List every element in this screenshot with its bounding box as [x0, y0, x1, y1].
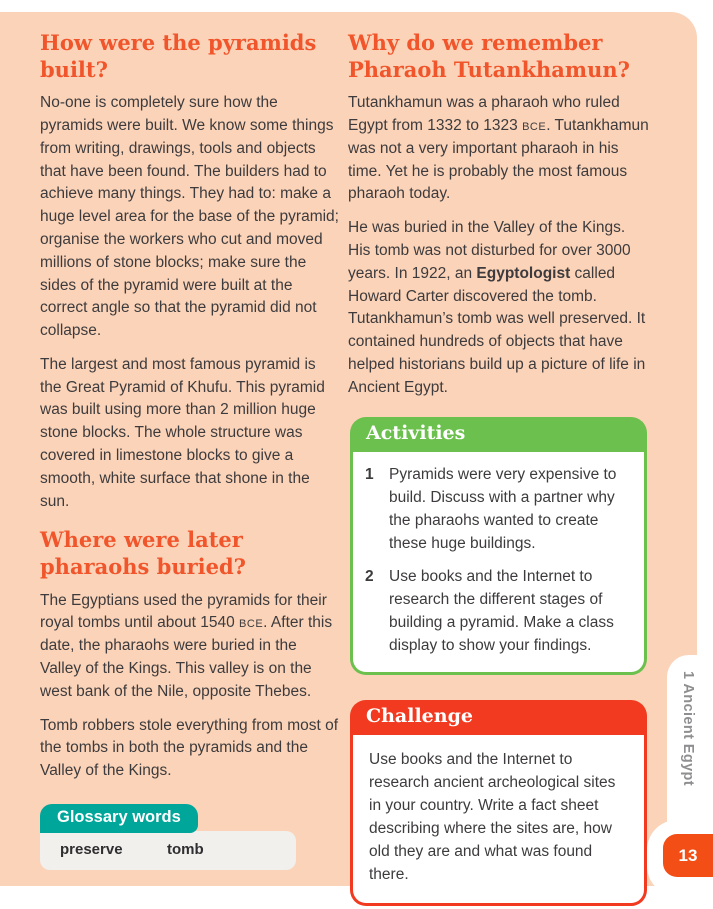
bce-small-caps: BCE: [522, 121, 547, 134]
activity-item-1: [365, 464, 632, 556]
challenge-title: Challenge: [350, 700, 647, 735]
activity-text: Use books and the Internet to research the different stages of building a pyramid. Make a class display to show your findings.: [389, 567, 614, 654]
section-heading-pyramids-built: How were the pyramids built?: [40, 30, 317, 82]
glossary-word-preserve: preserve: [60, 841, 123, 858]
paragraph-pharaohs-buried-1: [40, 590, 339, 704]
text-segment: He was buried in the Valley of the Kings. His tomb was not disturbed for over 3000 years. In 1922, an: [348, 219, 631, 282]
text-segment: . After this date, the pharaohs were buried in the Valley of the Kings. This valley is on the west bank of the Nile, opposite Thebes.: [40, 614, 333, 700]
glossary-term-egyptologist: Egyptologist: [476, 264, 571, 282]
bce-small-caps: BCE: [239, 618, 264, 631]
paragraph-tutankhamun-2: [348, 217, 650, 399]
text-segment: called Howard Carter discovered the tomb. Tutankhamun’s tomb was well preserved. It contained hundreds of objects that have helped historians build up a picture of life in Ancient Egypt.: [348, 264, 646, 396]
glossary-title: Glossary words: [40, 804, 198, 833]
text-segment: . Tutankhamun was not a very important pharaoh in his time. Yet he is probably the most famous pharaoh today.: [348, 117, 649, 203]
section-heading-pharaohs-buried: Where were later pharaohs buried?: [40, 527, 246, 580]
paragraph-tutankhamun-1: [348, 92, 650, 206]
section-heading-tutankhamun: Why do we remember Pharaoh Tutankhamun?: [348, 30, 630, 82]
glossary-box: [40, 804, 296, 870]
activities-body: [350, 452, 647, 675]
glossary-word-list: [40, 831, 296, 870]
challenge-body: Use books and the Internet to research ancient archeological sites in your country. Write a fact sheet describing where the sites are, how old they are and what was found there.: [350, 735, 647, 906]
activity-text: Pyramids were very expensive to build. Discuss with a partner why the pharaohs wanted to create these huge buildings.: [389, 466, 617, 552]
chapter-tab-label: 1 Ancient Egypt: [680, 671, 696, 787]
page-background-panel: [0, 12, 697, 886]
text-segment: Tutankhamun was a pharaoh who ruled Egypt from 1332 to 1323: [348, 94, 620, 135]
activity-number: 1: [365, 466, 374, 483]
activity-item-2: [365, 566, 632, 658]
paragraph-pyramids-built-2: The largest and most famous pyramid is the Great Pyramid of Khufu. This pyramid was built using more than 2 million huge stone blocks. The whole structure was covered in limestone blocks to give a smooth, white surface that shone in the sun.: [40, 355, 325, 510]
left-text-column: [40, 30, 339, 794]
text-segment: The Egyptians used the pyramids for their royal tombs until about 1540: [40, 591, 327, 632]
activities-title: Activities: [350, 417, 647, 452]
glossary-word-tomb: tomb: [167, 841, 204, 858]
paragraph-pharaohs-buried-2: Tomb robbers stole everything from most of the tombs in both the pyramids and the Valley of the Kings.: [40, 716, 339, 780]
activity-number: 2: [365, 567, 374, 585]
page-number-badge: 13: [663, 834, 713, 877]
activities-box: [350, 417, 647, 675]
paragraph-pyramids-built-1: No-one is completely sure how the pyramids were built. We know some things from writing, drawings, tools and objects that have been found. The builders had to achieve many things. They had to: make a huge level area for the base of the pyramid; organise the workers who cut and moved millions of stone blocks; make sure the sides of the pyramid were built at the correct angle so that the pyramid did not collapse.: [40, 94, 339, 340]
right-text-column: [348, 30, 650, 410]
challenge-box: [350, 700, 647, 906]
